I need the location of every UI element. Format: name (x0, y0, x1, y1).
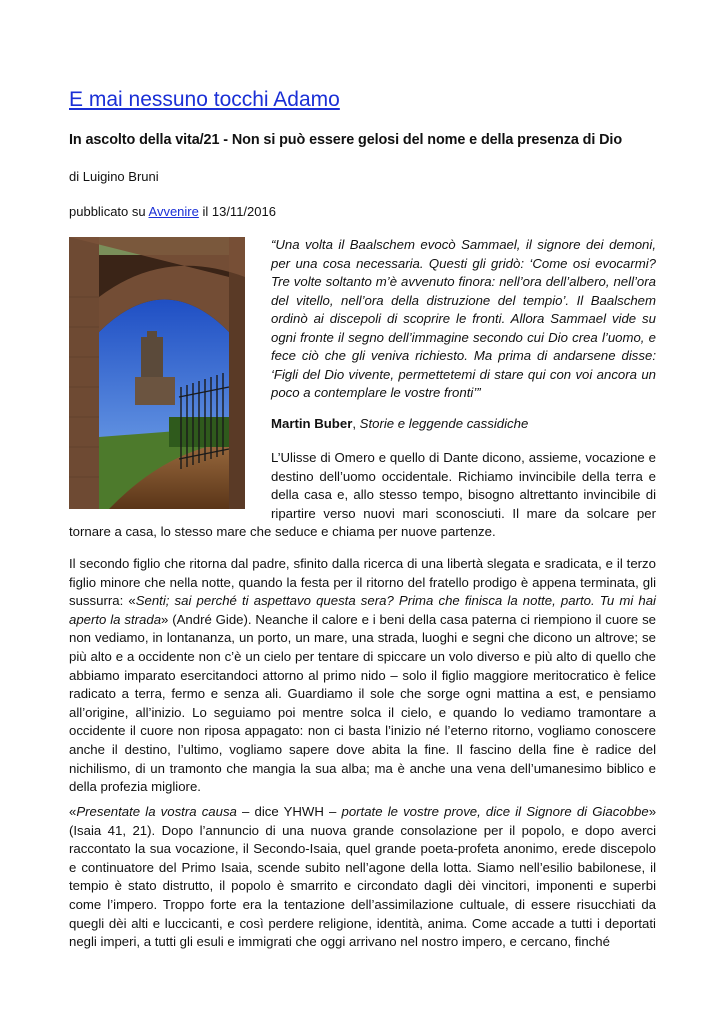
paragraph-2-text-a: Il secondo figlio che ritorna dal padre, sfinito dalla ricerca di una libertà slegata e sradicata, e il terzo figlio minore che nella notte, quando la festa per il ritorno del fratello prodigo è appena terminata, gli sussurra: « (69, 556, 656, 609)
epigraph-quote: “Una volta il Baalschem evocò Sammael, il signore dei demoni, per una cosa necessaria. Questi gli gridò: ‘Come osi evocarmi? Tre volte soltanto m’è avvenuto finora: nell’ora dell’albero, nell’ora del vitello, nell’ora della distruzione del tempio’. Il Baalschem ordinò ai discepoli di scoprire le fronti. Allora Sammael vide su ogni fronte il segno dell’immagine secondo cui Dio crea l’uomo, e fece ciò che gli veniva richiesto. Ma prima di andarsene disse: ‘Figli del Dio vivente, permettetemi di stare qui con voi ancora un poco a contemplare le vostre fronti’” (271, 237, 656, 400)
source-link[interactable]: Avvenire (148, 204, 199, 219)
image-wrap-gap (69, 449, 271, 505)
paragraph-3-quote-1: Presentate la vostra causa (76, 804, 237, 819)
published-prefix: pubblicato su (69, 204, 149, 219)
quote-author: Martin Buber (271, 416, 353, 431)
author-line: di Luigino Bruni (69, 169, 159, 184)
article-title (69, 88, 340, 112)
paragraph-3 (69, 803, 656, 952)
quote-work: Storie e leggende cassidiche (359, 416, 529, 431)
paragraph-2-quote: Senti; sai perché ti aspettavo questa sera? Prima che finisca la notte, parto. Tu mi hai aperto la strada (69, 593, 656, 627)
paragraph-1-text: L’Ulisse di Omero e quello di Dante dicono, assieme, vocazione e destino dell’uomo occidentale. Richiamo invincibile della terra e della casa e, allo stesso tempo, bisogno altrettanto invincibile di ripartire verso nuovi mari sconosciuti. Il mare da solcare per tornare a casa, lo stesso mare che seduce e chiama per nuove partenze. (69, 450, 656, 540)
paragraph-3-open: « (69, 804, 77, 819)
epigraph-attribution (271, 416, 528, 431)
paragraph-2-text-b: » (André Gide). Neanche il calore e i beni della casa paterna ci riempiono il cuore se non vediamo, in lontananza, un porto, un mare, una strada, luoghi e segni che dicono un altrove; se più alto e a occidente non c’è un cielo per tentare di spiccare un volo diverso e più alto di quello che abbiamo imparato esercitandoci attorno al primo nido – solo il figlio maggiore meritocratico è felice radicato a terra, fermo e senza ali. Guardiamo il sole che sorge ogni mattina a est, e pensiamo all’origine, all’inizio. Lo seguiamo poi mentre solca il cielo, e quando lo vediamo tramontare a occidente il cuore non riposa appagato: non ci basta l’inizio né l’eterno ritorno, vogliamo conoscere anche il destino, l’ultimo, vogliamo sapere dove abita la fine. Il fascino della fine è radice del nichilismo, di un tramonto che mangia la sua alba; ma è anche una vena dell’umanesimo biblico e della profezia migliore. (69, 611, 656, 795)
published-line (69, 204, 276, 219)
paragraph-2 (69, 555, 656, 797)
published-date: il 13/11/2016 (198, 204, 276, 219)
paragraph-3-quote-2: portate le vostre prove, dice il Signore di Giacobbe (341, 804, 649, 819)
article-title-link[interactable]: E mai nessuno tocchi Adamo (69, 88, 340, 111)
paragraph-1 (69, 449, 656, 542)
attribution-separator: , (352, 416, 360, 431)
article-subtitle: In ascolto della vita/21 - Non si può essere gelosi del nome e della presenza di Dio (69, 132, 623, 148)
paragraph-3-text-b: – dice YHWH – (236, 804, 342, 819)
paragraph-3-text-c: » (Isaia 41, 21). Dopo l’annuncio di una nuova grande consolazione per il popolo, e dopo averci raccontato la sua vocazione, il Secondo-Isaia, quel grande poeta-profeta anonimo, erede discepolo e continuatore del Primo Isaia, scende subito nell’agone della lotta. Siamo nell’esilio babilonese, il tempio è stato distrutto, il popolo è smarrito e circondato dagli dèi vincitori, imponenti e superbi come l’impero. Troppo forte era la tentazione dell’assimilazione cultuale, di essere risucchiati da quegli dèi alti e luccicanti, e così perdere religione, identità, anima. Come accade a tutti i deportati negli imperi, a tutti gli esuli e immigrati che oggi arrivano nel nostro impero, e cercano, finché (69, 804, 657, 950)
